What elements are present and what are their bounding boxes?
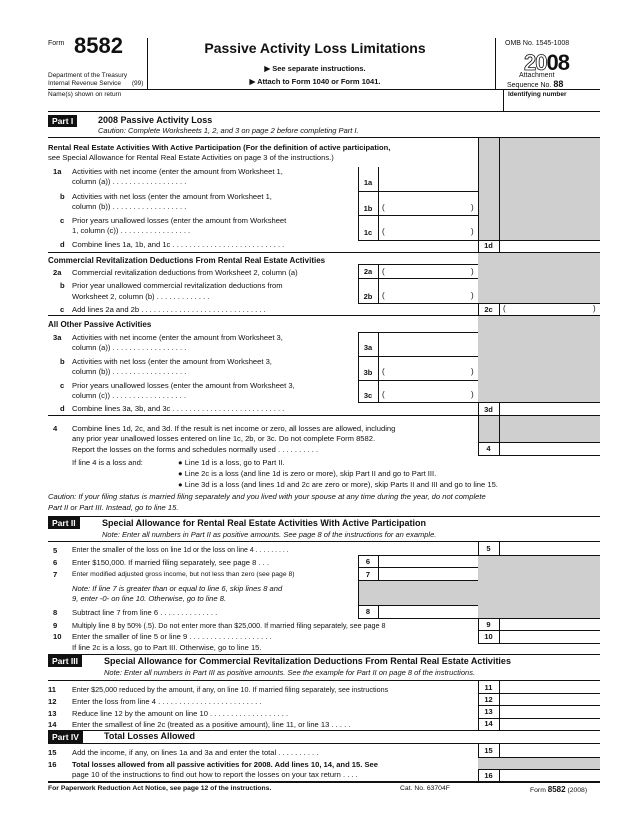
footer-cat: Cat. No. 63704F [400, 785, 450, 792]
part1-caution: Caution: Complete Worksheets 1, 2, and 3 on page 2 before completing Part I. [98, 126, 359, 135]
box-4-label: 4 [486, 444, 491, 453]
form-label: Form [48, 40, 65, 47]
rule-8 [358, 618, 600, 619]
line-12-number: 12 [48, 697, 57, 706]
line-1c-number: c [60, 216, 65, 225]
line-3d-text: Combine lines 3a, 3b, and 3c . . . . . . . . . . . . . . . . . . . . . . . . . . . [72, 404, 285, 413]
part1-title: 2008 Passive Activity Loss [98, 115, 213, 125]
caution-married: Caution: If your filing status is married filing separately and you lived with your spouse at any time during the year, do not complete [48, 492, 486, 501]
footer-paperwork: For Paperwork Reduction Act Notice, see page 12 of the instructions. [48, 785, 272, 792]
line-5-text: Enter the smaller of the loss on line 1d or the loss on line 4 . . . . . . . . . [72, 547, 289, 554]
box-3b-label: 3b [363, 368, 373, 377]
line-9-text: Multiply line 8 by 50% (.5). Do not enter more than $25,000. If married filing separately, see page 8 [72, 621, 386, 630]
rule-2a [358, 278, 478, 279]
line-6-text: Enter $150,000. If married filing separately, see page 8 . . . [72, 558, 269, 567]
paren-2b-open: ( [382, 291, 385, 300]
paren-3c-open: ( [382, 390, 385, 399]
line-4-number: 4 [53, 424, 58, 433]
rule-11 [478, 693, 600, 694]
line-3b-text-2: column (b)) . . . . . . . . . . . . . . . . . . [72, 367, 187, 376]
shade-2-a [478, 253, 499, 303]
commercial-heading: Commercial Revitalization Deductions From Rental Real Estate Activities [48, 256, 326, 265]
line-10-number: 10 [53, 632, 62, 641]
line-16-text: Total losses allowed from all passive activities for 2008. Add lines 10, 14, and 15. See [72, 760, 378, 769]
header-bottom-rule [48, 89, 600, 90]
part3-note: Note: Enter all numbers in Part III as positive amounts. See the example for Part II on page 8 of the instructions. [104, 668, 476, 677]
part2-tag: Part II [48, 517, 80, 529]
box-2a-label: 2a [363, 267, 373, 276]
shade-col-b [499, 138, 600, 240]
mid-col-mid [378, 167, 379, 240]
line-10-text-2: If line 2c is a loss, go to Part III. Otherwise, go to line 15. [72, 643, 262, 652]
department [48, 72, 143, 88]
part4-title: Total Losses Allowed [104, 731, 196, 741]
rule-12 [478, 705, 600, 706]
header-divider-right [495, 38, 496, 89]
part2-title: Special Allowance for Rental Real Estate Activities With Active Participation [102, 518, 427, 528]
rule-3c [358, 402, 600, 403]
rule-1b [358, 215, 478, 216]
line-8-number: 8 [53, 608, 58, 617]
shade-3-a [478, 316, 499, 402]
box-3a-label: 3a [363, 343, 373, 352]
rule-7-note [358, 605, 478, 606]
shade-col-a [478, 138, 499, 240]
line-16-text-2: page 10 of the instructions to find out how to report the losses on your tax return . . . . [72, 770, 358, 779]
form-number: 8582 [74, 33, 123, 58]
paren-3b-open: ( [382, 367, 385, 376]
line-4-bullet-3: ● Line 3d is a loss (and lines 1d and 2c are zero or more), skip Parts II and III and go to line 15. [178, 480, 498, 489]
line-1d-number: d [60, 240, 65, 249]
omb-number: OMB No. 1545-1008 [505, 40, 570, 47]
paren-1c-open: ( [382, 227, 385, 236]
line-1b-text-2: column (b)) . . . . . . . . . . . . . . . . . . [72, 202, 187, 211]
instruction-attach: ▶ Attach to Form 1040 or Form 1041. [249, 77, 381, 86]
line-3a-text-2: column (a)) . . . . . . . . . . . . . . . . . . [72, 343, 187, 352]
line-3b-number: b [60, 357, 65, 366]
footer-form: Form 8582 (2008) [530, 785, 588, 794]
p2-shade [478, 555, 600, 618]
rule-6 [358, 567, 478, 568]
rule-2b [358, 303, 600, 304]
line-7-text: Enter modified adjusted gross income, but not less than zero (see page 8) [72, 571, 295, 578]
rule-2-top [358, 264, 478, 265]
line-2a-number: 2a [53, 268, 62, 277]
line-2b-number: b [60, 281, 65, 290]
rule-9 [478, 630, 600, 631]
line-4-if: If line 4 is a loss and: [72, 458, 143, 467]
rule-4-bottom [478, 455, 600, 456]
box-3c-label: 3c [363, 391, 373, 400]
line-9-number: 9 [53, 621, 58, 630]
line-1b-number: b [60, 192, 65, 201]
box-1b-label: 1b [363, 204, 373, 213]
other-heading: All Other Passive Activities [48, 320, 152, 329]
line-3c-text-2: column (c)) . . . . . . . . . . . . . . . . . . [72, 391, 186, 400]
rule-1a [358, 191, 478, 192]
line-7-number: 7 [53, 570, 58, 579]
line-1a-number: 1a [53, 167, 62, 176]
line-3c-number: c [60, 381, 65, 390]
box-7-label: 7 [365, 570, 371, 579]
shade-4-a [478, 416, 499, 442]
line-11-text: Enter $25,000 reduced by the amount, if any, on line 10. If married filing separately, see instructions [72, 685, 389, 694]
rule-6-top [358, 555, 478, 556]
box-1c-label: 1c [363, 228, 373, 237]
rental-heading-2: see Special Allowance for Rental Real Estate Activities on page 3 of the instructions.) [48, 153, 334, 162]
part3-rule [48, 680, 600, 681]
box-10-label: 10 [484, 632, 493, 641]
line-3a-text: Activities with net income (enter the amount from Worksheet 3, [72, 333, 283, 342]
box-12-label: 12 [484, 695, 493, 704]
line-3b-text: Activities with net loss (enter the amount from Worksheet 3, [72, 357, 272, 366]
line-3c-text: Prior years unallowed losses (enter the amount from Worksheet 3, [72, 381, 295, 390]
dept-line1: Department of the Treasury [48, 72, 128, 79]
line-8-text: Subtract line 7 from line 6 . . . . . . . . . . . . . . [72, 608, 218, 617]
part2-top-rule [48, 516, 600, 517]
line-13-text: Reduce line 12 by the amount on line 10 . . . . . . . . . . . . . . . . . . . [72, 709, 289, 718]
paren-2c-close: ) [593, 304, 596, 313]
rule-16-top [478, 769, 600, 770]
line-14-text: Enter the smallest of line 2c (treated as a positive amount), line 11, or line 13 . . . . . [72, 720, 351, 729]
line-12-text: Enter the loss from line 4 . . . . . . . . . . . . . . . . . . . . . . . . . [72, 697, 262, 706]
p4-shade [478, 758, 600, 769]
box-6-label: 6 [365, 557, 371, 566]
dept-line2: Internal Revenue Service (99) [48, 80, 144, 87]
box-15-label: 15 [484, 746, 493, 755]
attachment-sequence: Attachment Sequence No. 88 [507, 72, 564, 89]
line-15-text: Add the income, if any, on lines 1a and 3a and enter the total . . . . . . . . . . [72, 748, 319, 757]
tax-year: 2008 [524, 50, 569, 75]
line-15-number: 15 [48, 748, 57, 757]
line-5-number: 5 [53, 546, 58, 555]
names-label: Name(s) shown on return [48, 91, 122, 98]
rule-4-top [478, 442, 600, 443]
rule-10 [478, 643, 600, 644]
part4-tag: Part IV [48, 731, 83, 743]
box-11-label: 11 [484, 683, 493, 692]
line-4-bullet-1: ● Line 1d is a loss, go to Part II. [178, 458, 285, 467]
box-1d-label: 1d [484, 241, 493, 250]
mid-3-mid [378, 332, 379, 402]
box-1a-label: 1a [363, 178, 373, 187]
box-14-label: 14 [484, 719, 493, 728]
part4-rule [48, 743, 600, 744]
box-16-label: 16 [484, 771, 493, 780]
line-1c-text-2: 1, column (c)) . . . . . . . . . . . . . . . . . [72, 226, 191, 235]
paren-2b-close: ) [471, 291, 474, 300]
rule-3b [358, 380, 478, 381]
rule-3-top [358, 332, 478, 333]
line-2b-text: Prior year unallowed commercial revitalization deductions from [72, 281, 283, 290]
paren-3b-close: ) [471, 367, 474, 376]
line-4-bullet-2: ● Line 2c is a loss (and line 1d is zero or more), skip Part II and go to Part III. [178, 469, 437, 478]
paren-2a-open: ( [382, 267, 385, 276]
box-5-label: 5 [486, 544, 491, 553]
box-8-label: 8 [365, 607, 371, 616]
p2-mid-shade [359, 581, 478, 605]
box-2c-label: 2c [484, 305, 493, 314]
line-4-text-2: any prior year unallowed losses entered on line 1c, 2b, or 3c. Do not complete Form 8582. [72, 434, 376, 443]
part2-note: Note: Enter all numbers in Part II as positive amounts. See page 8 of the instructions for an example. [102, 530, 437, 539]
caution-married-2: Part II or Part III. Instead, go to line 15. [48, 503, 179, 512]
line-13-number: 13 [48, 709, 57, 718]
instruction-see: ▶ See separate instructions. [264, 64, 366, 73]
box-3d-label: 3d [484, 405, 493, 414]
line-1b-text: Activities with net loss (enter the amount from Worksheet 1, [72, 192, 272, 201]
part3-top-rule [48, 654, 600, 655]
line-16-number: 16 [48, 760, 57, 769]
id-number-label: Identifying number [508, 91, 567, 98]
part3-tag: Part III [48, 655, 82, 667]
line-7-note-2: 9, enter -0- on line 10. Otherwise, go to line 8. [72, 594, 227, 603]
line-2b-text-2: Worksheet 2, column (b) . . . . . . . . . . . . . [72, 292, 210, 301]
line-4-text: Combine lines 1d, 2c, and 3d. If the result is net income or zero, all losses are allowed, including [72, 424, 396, 433]
line-6-number: 6 [53, 558, 58, 567]
part2-rule [48, 541, 600, 542]
paren-1b-open: ( [382, 203, 385, 212]
line-2c-text: Add lines 2a and 2b . . . . . . . . . . . . . . . . . . . . . . . . . . . . . . [72, 305, 266, 314]
shade-2-b [499, 253, 600, 303]
line-4-text-3: Report the losses on the forms and schedules normally used . . . . . . . . . . [72, 445, 319, 454]
line-14-number: 14 [48, 720, 57, 729]
name-row-rule[interactable] [48, 111, 600, 112]
paren-2c-open: ( [503, 304, 506, 313]
paren-2a-close: ) [471, 267, 474, 276]
line-1c-text: Prior years unallowed losses (enter the amount from Worksheet [72, 216, 287, 225]
line-1a-text: Activities with net income (enter the amount from Worksheet 1, [72, 167, 283, 176]
part3-title: Special Allowance for Commercial Revitalization Deductions From Rental Real Estate Activities [104, 656, 511, 666]
line-3a-number: 3a [53, 333, 62, 342]
col4-line-2 [499, 416, 500, 455]
bottom-rule [48, 781, 600, 783]
mid-2-mid [378, 264, 379, 303]
rental-heading: Rental Real Estate Activities With Active Participation (For the definition of active participation, [48, 143, 391, 152]
line-10-text: Enter the smaller of line 5 or line 9 . . . . . . . . . . . . . . . . . . . . [72, 632, 272, 641]
header-divider-left [147, 38, 148, 89]
paren-1c-close: ) [471, 227, 474, 236]
paren-1b-close: ) [471, 203, 474, 212]
line-11-number: 11 [48, 685, 57, 694]
rule-5 [478, 555, 600, 556]
line-7-note: Note: If line 7 is greater than or equal to line 6, skip lines 8 and [72, 584, 283, 593]
line-2a-text: Commercial revitalization deductions from Worksheet 2, column (a) [72, 268, 298, 277]
box-9-label: 9 [486, 620, 491, 629]
id-divider [503, 89, 504, 111]
line-1d-text: Combine lines 1a, 1b, and 1c . . . . . . . . . . . . . . . . . . . . . . . . . . . [72, 240, 285, 249]
box-13-label: 13 [484, 707, 493, 716]
line-2c-number: c [60, 305, 65, 314]
form-title: Passive Activity Loss Limitations [204, 40, 426, 56]
paren-3c-close: ) [471, 390, 474, 399]
line-1a-text-2: column (a)) . . . . . . . . . . . . . . . . . . [72, 177, 187, 186]
line-3d-number: d [60, 404, 65, 413]
box-2b-label: 2b [363, 292, 373, 301]
shade-4-b [499, 416, 600, 442]
part1-tag: Part I [48, 115, 77, 127]
rule-3a [358, 356, 478, 357]
shade-3-b [499, 316, 600, 402]
